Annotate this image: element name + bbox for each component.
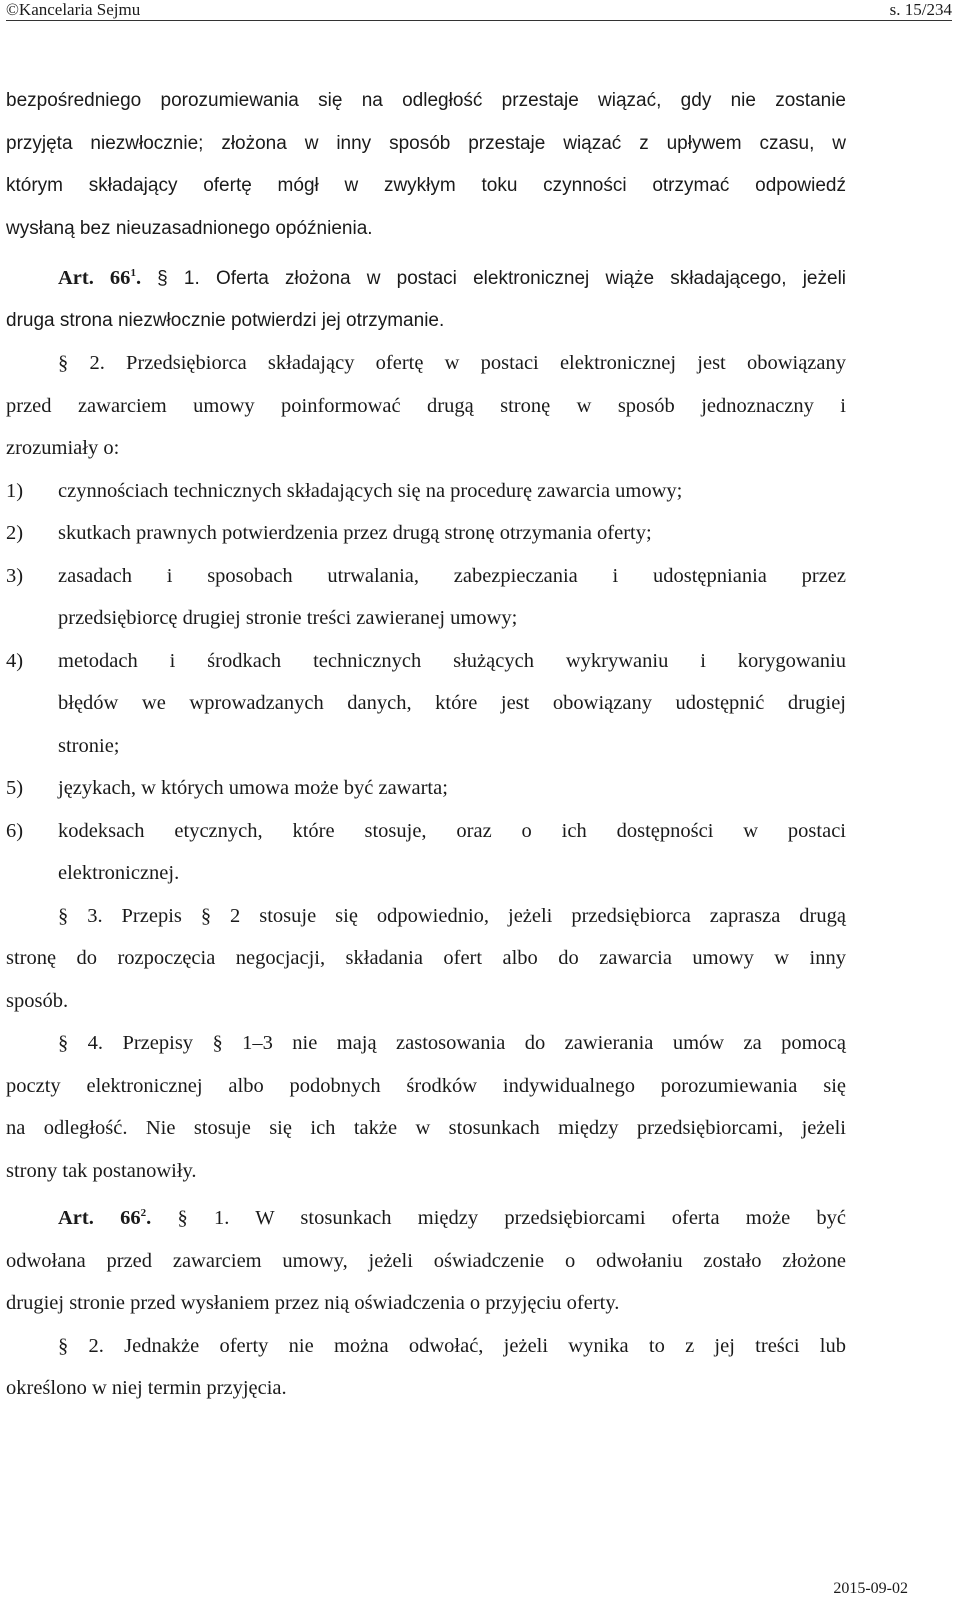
copyright-label: ©Kancelaria Sejmu (6, 0, 141, 19)
paragraph-line: drugiej stronie przed wysłaniem przez nią oświadczenia o przyjęciu oferty. (6, 1292, 620, 1314)
paragraph-line: strony tak postanowiły. (6, 1159, 197, 1182)
paragraph-line: bezpośredniego porozumiewania się na odległość przestaje wiązać, gdy nie zostanie (6, 90, 846, 111)
list-item: 6) kodeksach etycznych, które stosuje, oraz o ich dostępności w postaci (6, 819, 846, 842)
paragraph-line: zrozumiały o: (6, 437, 120, 459)
article-66-1-heading (6, 263, 846, 306)
paragraph-line: na odległość. Nie stosuje się ich także w stosunkach między przedsiębiorcami, jeżeli (6, 1117, 846, 1139)
list-item-continuation: błędów we wprowadzanych danych, które jest obowiązany udostępnić drugiej (58, 692, 846, 714)
list-item: 5) językach, w których umowa może być zawarta; (6, 777, 448, 799)
list-item: 3) zasadach i sposobach utrwalania, zabezpieczania i udostępniania przez (6, 564, 846, 587)
article-text: § 1. Oferta złożona w postaci elektronicznej wiąże składającego, jeżeli (157, 268, 847, 289)
paragraph-line: przyjęta niezwłocznie; złożona w inny sposób przestaje wiązać z upływem czasu, w (6, 132, 846, 154)
document-body (6, 86, 846, 1416)
paragraph-line: poczty elektronicznej albo podobnych środków indywidualnego porozumiewania się (6, 1074, 846, 1097)
list-item: 2) skutkach prawnych potwierdzenia przez drugą stronę otrzymania oferty; (6, 522, 652, 544)
article-text: § 1. W stosunkach między przedsiębiorcami oferta może być (177, 1207, 847, 1229)
section-662-2-line: § 2. Jednakże oferty nie można odwołać, jeżeli wynika to z jej treści lub (58, 1334, 846, 1357)
article-label: Art. $66^1$. (58, 267, 142, 289)
header-rule (6, 20, 952, 21)
article-66-2-heading (6, 1203, 846, 1246)
list-item-continuation: elektronicznej. (58, 862, 180, 884)
list-item-continuation: przedsiębiorcę drugiej stronie treści zawieranej umowy; (58, 607, 518, 629)
paragraph-line: przed zawarciem umowy poinformować drugą stronę w sposób jednoznaczny i (6, 394, 846, 417)
article-label: Art. $66^2$. (58, 1207, 152, 1229)
page-header (6, 0, 952, 22)
section-3-line: § 3. Przepis § 2 stosuje się odpowiednio, jeżeli przedsiębiorca zaprasza drugą (58, 904, 846, 927)
paragraph-line: określono w niej termin przyjęcia. (6, 1377, 287, 1399)
list-item-continuation: stronie; (58, 734, 120, 757)
paragraph-line: stronę do rozpoczęcia negocjacji, składania ofert albo do zawarcia umowy w inny (6, 947, 846, 969)
paragraph-line: wysłaną bez nieuzasadnionego opóźnienia. (6, 217, 373, 239)
section-4-line: § 4. Przepisy § 1–3 nie mają zastosowania do zawierania umów za pomocą (58, 1032, 846, 1054)
paragraph-line: druga strona niezwłocznie potwierdzi jej otrzymanie. (6, 309, 445, 331)
paragraph-line: którym składający ofertę mógł w zwykłym toku czynności otrzymać odpowiedź (6, 175, 846, 196)
section-2-line: § 2. Przedsiębiorca składający ofertę w postaci elektronicznej jest obowiązany (58, 352, 846, 374)
paragraph-line: sposób. (6, 989, 69, 1012)
page-number: s. 15/234 (889, 0, 952, 19)
list-item: 1) czynnościach technicznych składających się na procedurę zawarcia umowy; (6, 479, 683, 502)
list-item: 4) metodach i środkach technicznych służących wykrywaniu i korygowaniu (6, 649, 846, 672)
footer-date: 2015-09-02 (833, 1580, 908, 1597)
paragraph-line: odwołana przed zawarciem umowy, jeżeli oświadczenie o odwołaniu zostało złożone (6, 1249, 846, 1272)
